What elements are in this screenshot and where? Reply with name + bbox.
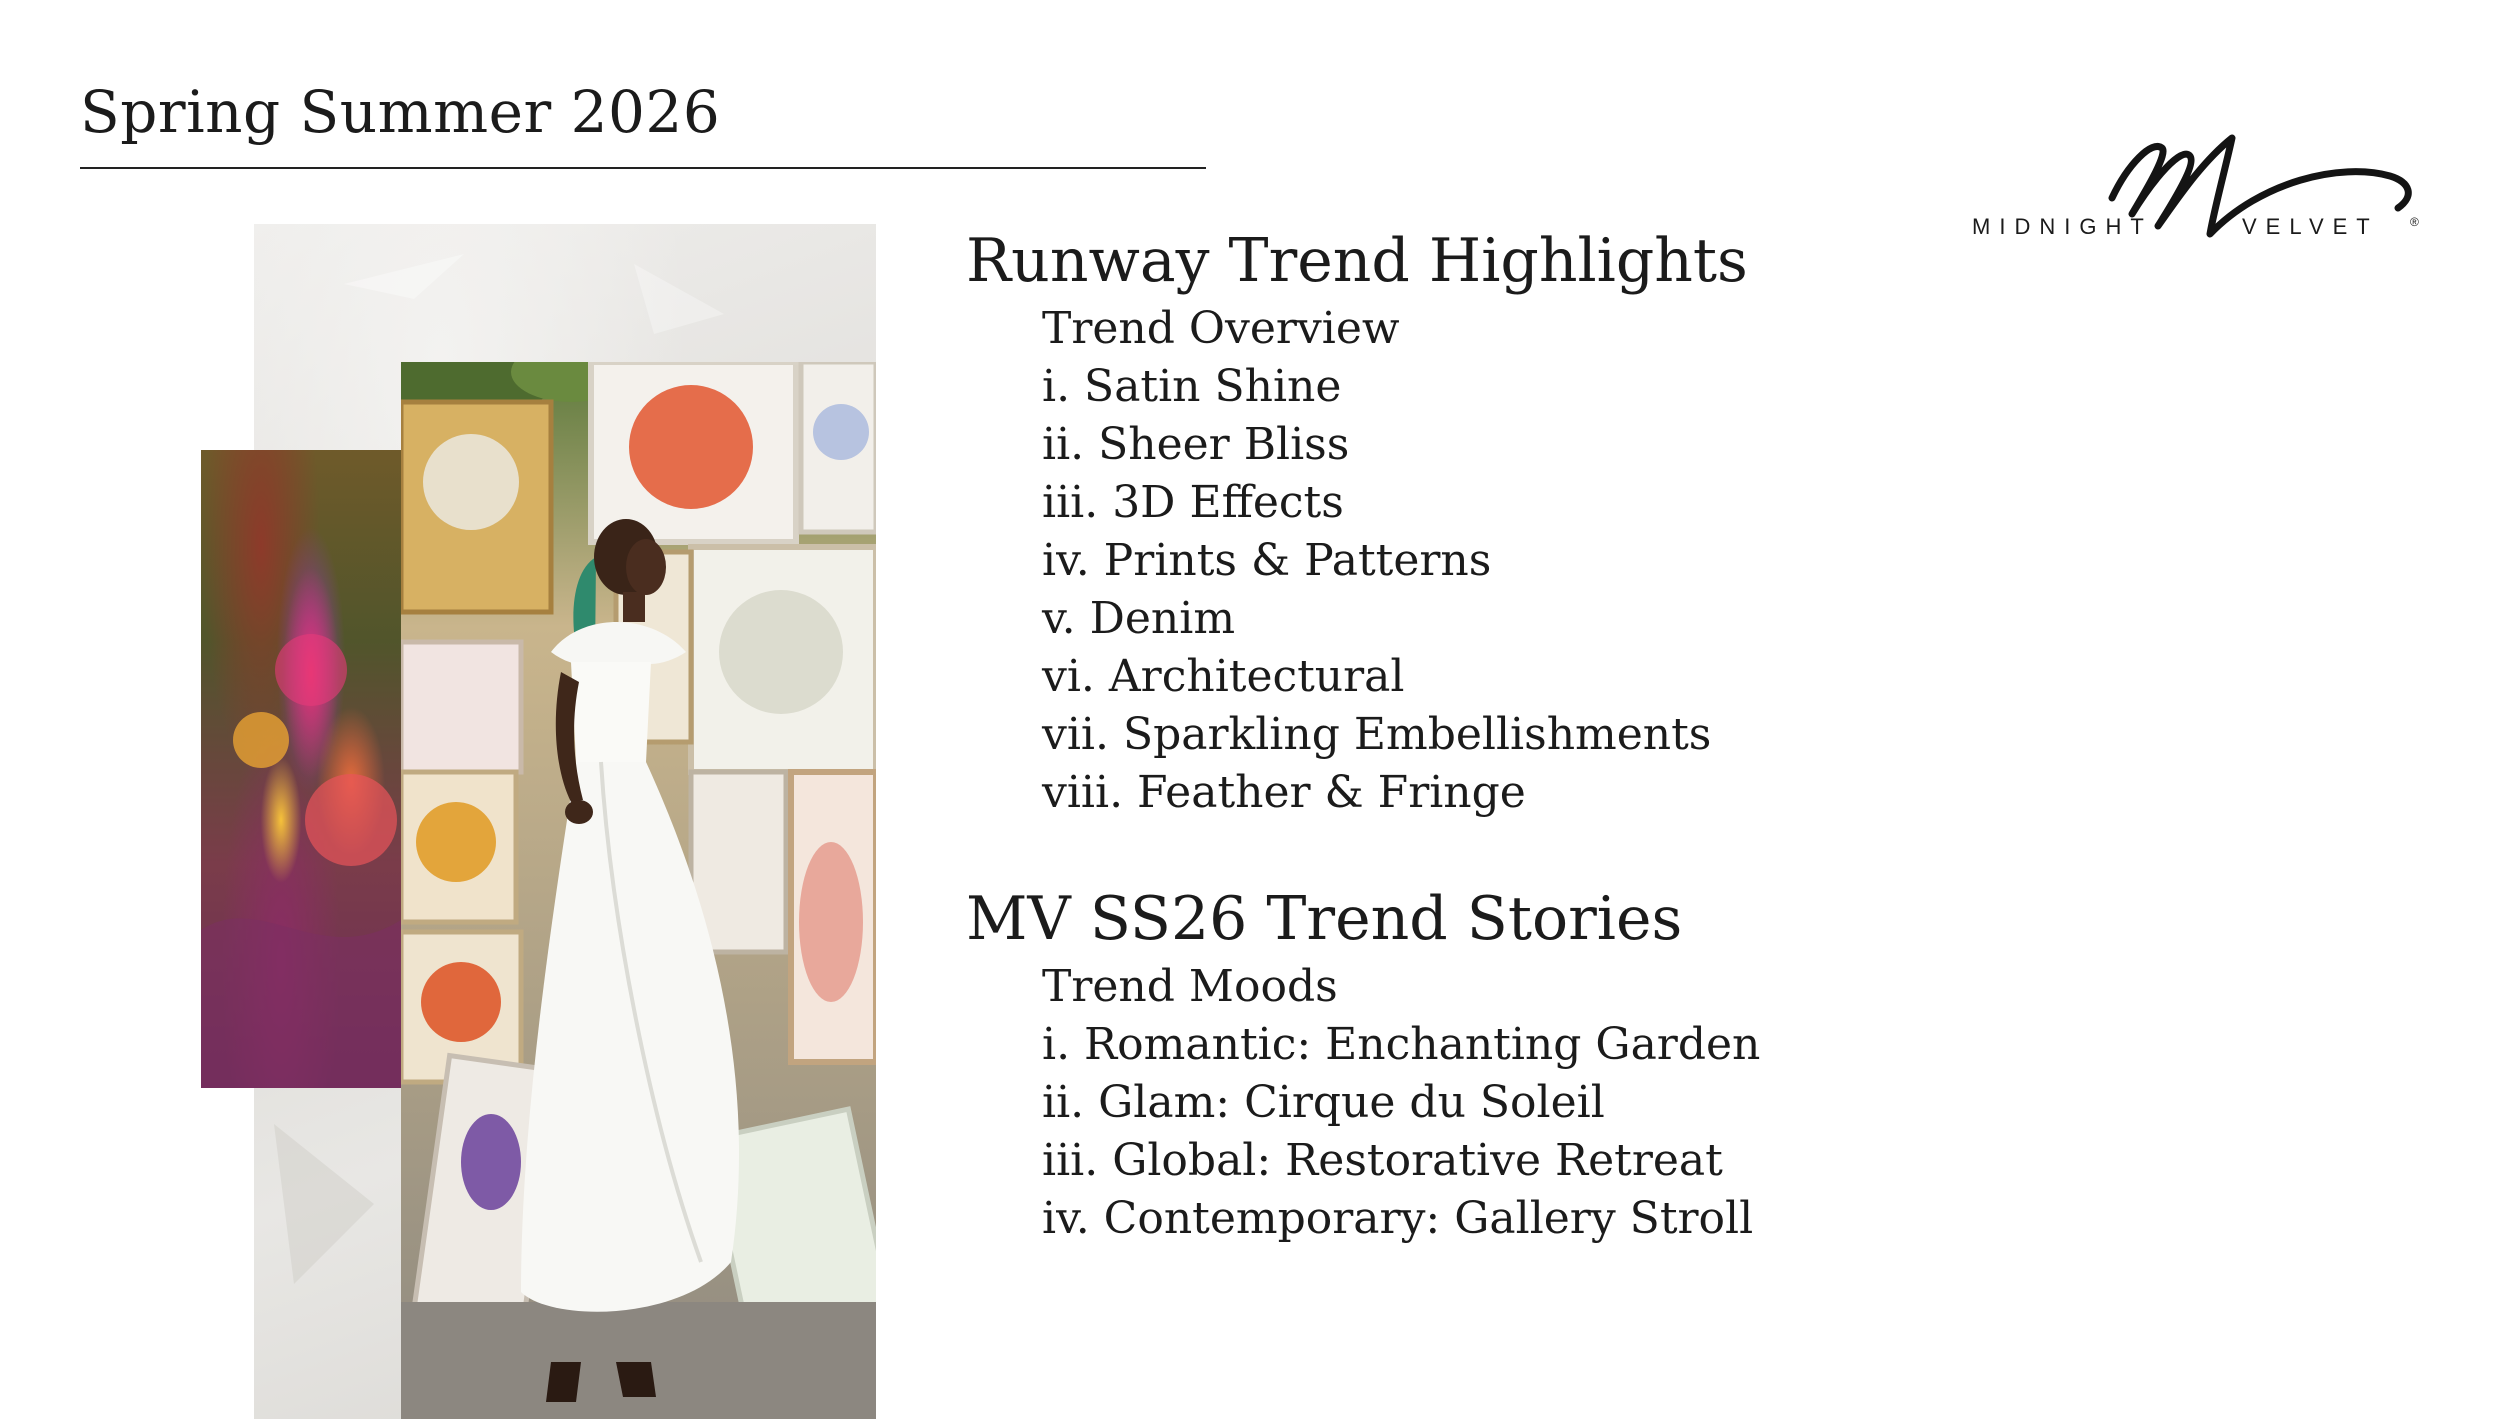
list-item: iv. Contemporary: Gallery Stroll — [1042, 1193, 1754, 1244]
trend-list — [1042, 358, 1866, 822]
logo-word-midnight: MIDNIGHT — [1972, 214, 2153, 239]
list-item: vi. Architectural — [1042, 651, 1405, 702]
list-item: ii. Sheer Bliss — [1042, 419, 1350, 470]
title-divider — [80, 167, 1206, 169]
list-item: viii. Feather & Fringe — [1042, 767, 1526, 818]
trend-list — [1042, 1016, 1866, 1248]
list-item: iii. Global: Restorative Retreat — [1042, 1135, 1723, 1186]
trend-highlights-section — [966, 222, 1866, 822]
list-item: v. Denim — [1042, 593, 1236, 644]
list-item: i. Romantic: Enchanting Garden — [1042, 1019, 1761, 1070]
section-subheading: Trend Overview — [1042, 303, 1400, 354]
list-item: iv. Prints & Patterns — [1042, 535, 1492, 586]
trend-stories-section — [966, 880, 1866, 1248]
section-heading: MV SS26 Trend Stories — [966, 884, 1683, 954]
section-heading: Runway Trend Highlights — [966, 226, 1748, 296]
list-item: iii. 3D Effects — [1042, 477, 1344, 528]
woman-in-white-dress-photo — [401, 362, 876, 1419]
list-item: i. Satin Shine — [1042, 361, 1342, 412]
list-item: vii. Sparkling Embellishments — [1042, 709, 1712, 760]
section-subheading: Trend Moods — [1042, 961, 1338, 1012]
logo-registered-mark: ® — [2410, 215, 2419, 229]
abstract-floral-painting — [201, 450, 401, 1088]
midnight-velvet-logo — [1970, 118, 2450, 248]
logo-word-velvet: VELVET — [2242, 214, 2379, 239]
page-title: Spring Summer 2026 — [80, 78, 721, 146]
list-item: ii. Glam: Cirque du Soleil — [1042, 1077, 1605, 1128]
